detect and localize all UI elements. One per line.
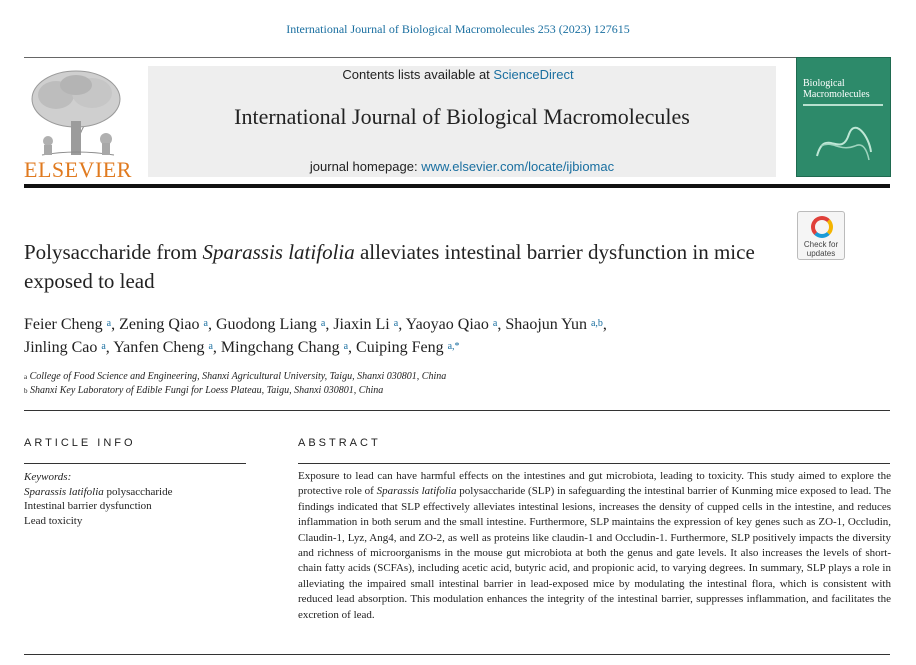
abstract-divider: [298, 463, 890, 464]
author-name[interactable]: Zening Qiao: [119, 316, 200, 333]
cover-title: Biological Macromolecules: [803, 78, 870, 100]
affiliation-marker: b: [24, 387, 28, 395]
journal-title: International Journal of Biological Macromolecules: [234, 104, 690, 129]
keyword-item: Lead toxicity: [24, 514, 83, 527]
author-name[interactable]: Jiaxin Li: [333, 316, 390, 333]
keyword-species: Sparassis latifolia: [24, 485, 104, 498]
journal-homepage-line: [148, 159, 776, 174]
keywords-block: [24, 470, 246, 528]
affiliations: [24, 370, 784, 398]
paper-title: [24, 238, 764, 296]
author-name[interactable]: Guodong Liang: [215, 316, 317, 333]
check-updates-icon: [811, 216, 833, 238]
author-list: Feier Cheng $^a$, Zening Qiao $^a$, Guodong Liang $^a$, Jiaxin Li $^a$, Yaoyao Qiao $^a$, Shaojun Yun $^{a,b}$, Jinling Cao $^a$, Yanfen Cheng $^a$, Mingchang Chang $^a$, Cuiping Feng $^{a,*}$: [24, 316, 607, 356]
contents-prefix: Contents lists available at: [342, 67, 494, 82]
affiliation-a: [24, 370, 784, 384]
affiliation-marker: a: [24, 373, 28, 381]
abstract-species: Sparassis latifolia: [376, 485, 457, 498]
affiliation-text: College of Food Science and Engineering, Shanxi Agricultural University, Taigu, Shanxi 030801, China: [29, 371, 447, 382]
keyword-item: [24, 485, 246, 500]
author-affil-link[interactable]: a: [320, 318, 326, 329]
keywords-label: Keywords:: [24, 471, 72, 483]
author-name[interactable]: Mingchang Chang: [220, 339, 340, 356]
keyword-rest: polysaccharide: [103, 485, 173, 498]
abstract-part-1: Exposure to lead can have harmful effects on the intestines and gut microbiota, leading to toxicity. This study aimed to explore the protective role of: [298, 470, 891, 498]
journal-cover-thumbnail[interactable]: [796, 57, 891, 177]
author-affil-link[interactable]: a: [343, 341, 349, 352]
abstract-bottom-divider: [24, 654, 890, 655]
title-species: Sparassis latifolia: [202, 240, 355, 264]
author-name[interactable]: Jinling Cao: [24, 339, 98, 356]
homepage-prefix: journal homepage:: [309, 159, 422, 174]
article-info-divider: [24, 463, 246, 464]
author-name[interactable]: Feier Cheng: [24, 316, 103, 333]
abstract-heading: ABSTRACT: [298, 437, 381, 449]
keyword-item: Intestinal barrier dysfunction: [24, 500, 152, 512]
author-name[interactable]: Yanfen Cheng: [113, 339, 205, 356]
journal-citation[interactable]: International Journal of Biological Macromolecules 253 (2023) 127615: [286, 22, 630, 36]
author-affil-link[interactable]: a: [203, 318, 208, 329]
check-updates-label: Check for updates: [803, 240, 839, 258]
author-name[interactable]: Cuiping Feng: [356, 339, 444, 356]
author-affil-link[interactable]: a: [106, 318, 112, 329]
elsevier-wordmark[interactable]: ELSEVIER: [24, 157, 132, 182]
sciencedirect-link[interactable]: ScienceDirect: [493, 67, 574, 82]
affiliation-b: [24, 384, 784, 398]
cover-molecule-graphic: [811, 116, 877, 168]
author-affil-link[interactable]: a,*: [447, 341, 460, 352]
title-part-1: Polysaccharide from: [24, 240, 203, 264]
cover-stripe: [803, 104, 883, 106]
author-affil-link[interactable]: a,b: [590, 318, 603, 329]
header-divider-bottom: [24, 184, 890, 188]
author-name[interactable]: Shaojun Yun: [505, 316, 587, 333]
check-for-updates-button[interactable]: [797, 211, 845, 260]
journal-homepage-link[interactable]: www.elsevier.com/locate/ijbiomac: [421, 159, 615, 174]
author-name[interactable]: Yaoyao Qiao: [405, 316, 489, 333]
title-part-2: alleviates intestinal barrier dysfunction in mice exposed to lead: [24, 240, 755, 293]
author-affil-link[interactable]: a: [492, 318, 498, 329]
author-affil-link[interactable]: a: [393, 318, 399, 329]
author-affil-link[interactable]: a: [208, 341, 213, 352]
article-info-heading: ARTICLE INFO: [24, 437, 136, 449]
abstract-part-2: polysaccharide (SLP) in safeguarding the intestinal barrier of Kunming mice exposed to lead. The findings indicated that SLP effectively alleviates intestinal lesions, increases the density of cupped cells in the intestine, and reduces inflammation in both serum and the small intestine. Furthermore, SLP maintains the expression of key genes such as ZO-1, Occludin, Claudin-1, Lyz, Ang4, and ZO-2, as well as proteins like claudin-1 and Occludin-1. Furthermore, SLP positively impacts the diversity and richness of microorganisms in the mouse gut microbiota at both the genus and gate levels. It also increases the levels of short-chain fatty acids (SCFAs), including acetic acid, butyric acid, and propionic acid, to varying degrees. In summary, SLP plays a role in alleviating the impaired small intestinal barrier in lead-exposed mice by modulating the intestinal flora, which is consistent with reduced lead absorption. This modulation enhances the integrity of the intestinal barrier, suppresses inflammation, and facilitates the excretion of lead.: [298, 485, 891, 621]
affiliation-text: Shanxi Key Laboratory of Edible Fungi for Loess Plateau, Taigu, Shanxi 030801, China: [30, 385, 384, 396]
header-divider-top: [24, 57, 890, 58]
author-affil-link[interactable]: a: [101, 341, 106, 352]
contents-available-line: [0, 67, 916, 82]
section-divider: [24, 410, 890, 411]
abstract-text: [298, 469, 891, 623]
